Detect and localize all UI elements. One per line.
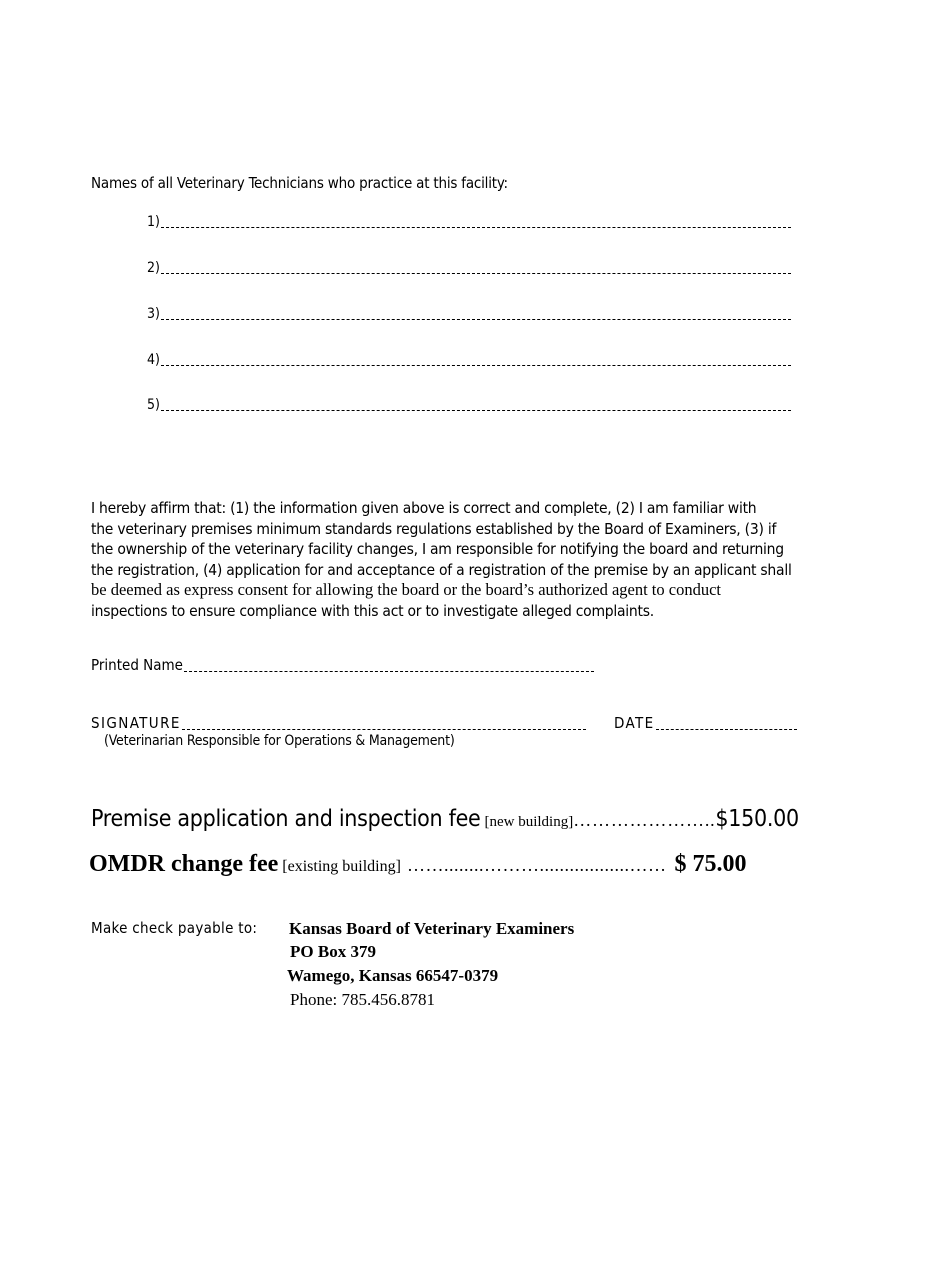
- signature-label: SIGNATURE: [91, 714, 181, 732]
- technician-line-5[interactable]: [147, 397, 797, 413]
- technicians-heading: Names of all Veterinary Technicians who practice at this facility:: [91, 174, 508, 192]
- signature-note: (Veterinarian Responsible for Operations & Management): [104, 733, 455, 749]
- payee-phone: Phone: 785.456.8781: [290, 990, 435, 1009]
- payee-po-box: PO Box 379: [290, 942, 376, 961]
- omdr-fee-row: [89, 851, 746, 878]
- technician-number: 2): [147, 260, 160, 276]
- technician-number: 5): [147, 397, 160, 413]
- affirmation-line: I hereby affirm that: (1) the information given above is correct and complete, (2) I am familiar with: [91, 499, 757, 517]
- technician-name-blank[interactable]: [161, 226, 791, 228]
- fee-label: Premise application and inspection fee: [91, 806, 481, 832]
- technician-number: 3): [147, 306, 160, 322]
- technician-name-blank[interactable]: [161, 272, 791, 274]
- technician-name-blank[interactable]: [161, 364, 791, 366]
- fee-qualifier: [existing building]: [282, 858, 401, 875]
- affirmation-line: the registration, (4) application for and acceptance of a registration of the premise by an applicant shall: [91, 560, 792, 579]
- technician-line-4[interactable]: [147, 352, 797, 368]
- technician-line-2[interactable]: [147, 260, 797, 276]
- fee-amount: $ 75.00: [674, 851, 747, 877]
- technician-number: 1): [147, 214, 160, 230]
- signature-field[interactable]: [91, 714, 586, 732]
- payable-label: Make check payable to:: [91, 919, 258, 937]
- affirmation-line: the ownership of the veterinary facility changes, I am responsible for notifying the board and returning: [91, 540, 784, 559]
- printed-name-blank[interactable]: [184, 670, 594, 672]
- technician-line-1[interactable]: [147, 214, 797, 230]
- technician-number: 4): [147, 352, 160, 368]
- date-blank[interactable]: [656, 728, 797, 730]
- date-field[interactable]: [614, 714, 797, 732]
- payee-name: Kansas Board of Veterinary Examiners: [289, 919, 575, 938]
- printed-name-label: Printed Name: [91, 656, 183, 674]
- printed-name-field[interactable]: [91, 656, 594, 674]
- fee-amount: $150.00: [715, 806, 799, 832]
- payee-city: Wamego, Kansas 66547-0379: [287, 966, 499, 985]
- technician-name-blank[interactable]: [161, 409, 791, 411]
- signature-blank[interactable]: [182, 728, 586, 730]
- fee-qualifier: [new building]: [484, 814, 574, 830]
- affirmation-line: the veterinary premises minimum standards regulations established by the Board of Examiners, (3) if: [91, 519, 777, 538]
- date-label: DATE: [614, 714, 655, 732]
- fee-leader: ……........………..................……: [406, 855, 667, 875]
- fee-label: OMDR change fee: [89, 851, 279, 877]
- technician-name-blank[interactable]: [161, 318, 791, 320]
- fee-leader: …………………..: [573, 810, 716, 830]
- affirmation-line: inspections to ensure compliance with this act or to investigate alleged complaints.: [91, 601, 654, 620]
- technician-line-3[interactable]: [147, 306, 797, 322]
- affirmation-paragraph: [91, 498, 851, 622]
- premise-fee-row: [91, 806, 799, 832]
- affirmation-line: be deemed as express consent for allowing the board or the board’s authorized agent to conduct: [91, 580, 721, 600]
